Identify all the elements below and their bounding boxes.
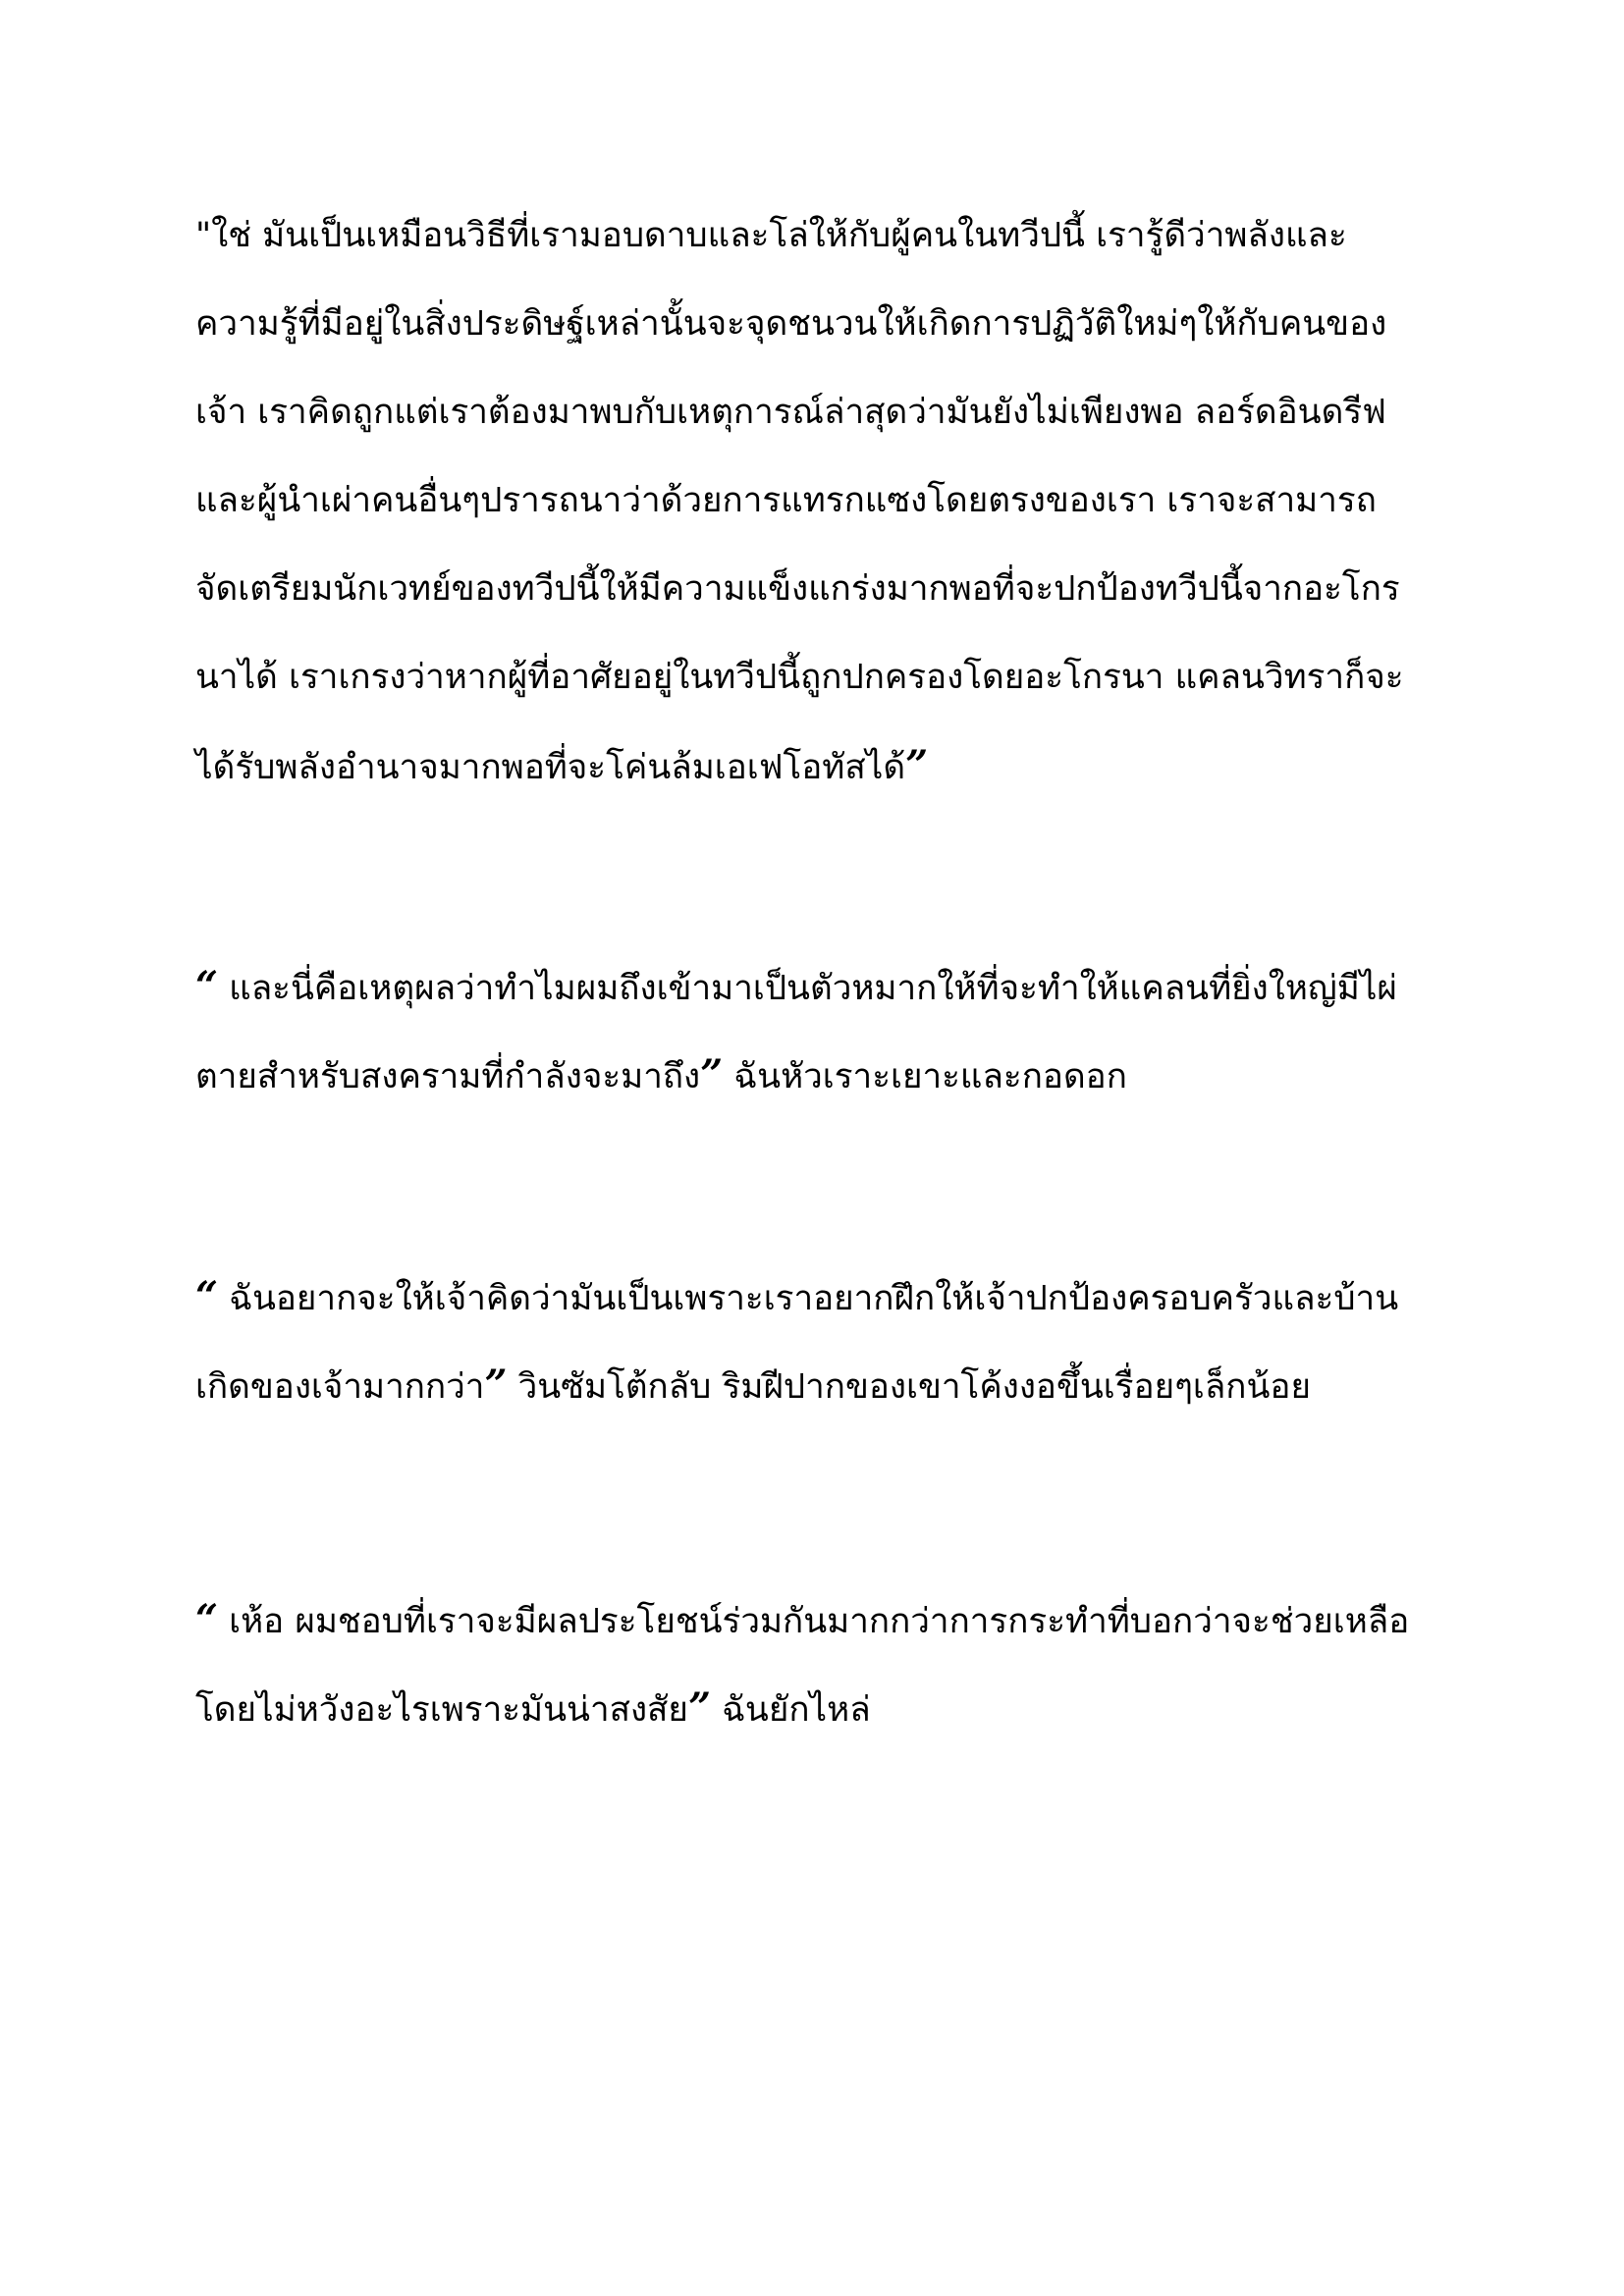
line-text: วินซัมโต้กลับ ริมฝีปากของเขาโค้งงอขึ้นเรื่อยๆเล็กน้อย — [507, 1367, 1311, 1407]
open-quote-mark: “ — [195, 1596, 219, 1642]
paragraph-line: เจ้า เราคิดถูกแต่เราต้องมาพบกับเหตุการณ์ล่าสุดว่ามันยังไม่เพียงพอ ลอร์ดอินดรีฟ — [195, 393, 1386, 432]
line-text: ฉันอยากจะให้เจ้าคิดว่ามันเป็นเพราะเราอยากฝึกให้เจ้าปกป้องครอบครัวและบ้าน — [218, 1279, 1399, 1318]
paragraph-line: นาได้ เราเกรงว่าหากผู้ที่อาศัยอยู่ในทวีปนี้ถูกปกครองโดยอะโกรนา แคลนวิทราก็จะ — [195, 658, 1404, 697]
line-text: และนี่คือเหตุผลว่าทำไมผมถึงเข้ามาเป็นตัวหมากให้ที่จะทำให้แคลนที่ยิ่งใหญ่มีไผ่ — [218, 969, 1397, 1008]
close-quote-mark: ” — [700, 1051, 724, 1097]
line-text: ได้รับพลังอำนาจมากพอที่จะโค่นล้มเอเฟโอทัสได้ — [195, 748, 906, 787]
paragraph-line — [195, 1575, 1442, 1664]
line-text: ตายสำหรับสงครามที่กำลังจะมาถึง — [195, 1057, 701, 1096]
open-quote-mark: “ — [195, 963, 219, 1009]
close-quote-mark: ” — [484, 1362, 508, 1408]
open-quote-mark: “ — [195, 1273, 219, 1319]
paragraph-line — [195, 1664, 1442, 1752]
line-text: โดยไม่หวังอะไรเพราะมันน่าสงสัย — [195, 1690, 688, 1730]
paragraph-line — [195, 1253, 1442, 1341]
line-text: เกิดของเจ้ามากกว่า — [195, 1367, 485, 1407]
paragraph-line — [195, 942, 1442, 1031]
paragraph-3 — [195, 1253, 1442, 1429]
paragraph-line — [195, 1341, 1442, 1429]
line-text: เห้อ ผมชอบที่เราจะมีผลประโยชน์ร่วมกันมากกว่าการกระทำที่บอกว่าจะช่วยเหลือ — [218, 1602, 1410, 1641]
paragraph-line: ความรู้ที่มีอยู่ในสิ่งประดิษฐ์เหล่านั้นจะจุดชนวนให้เกิดการปฏิวัติใหม่ๆให้กับคนของ — [195, 304, 1387, 344]
close-quote-mark: ” — [905, 742, 929, 788]
paragraph-4 — [195, 1575, 1442, 1752]
close-quote-mark: ” — [687, 1684, 711, 1731]
paragraph-line: และผู้นำเผ่าคนอื่นๆปรารถนาว่าด้วยการแทรกแซงโดยตรงของเรา เราจะสามารถ — [195, 481, 1377, 520]
paragraph-2 — [195, 942, 1442, 1119]
line-text: ฉันยักไหล่ — [710, 1690, 871, 1730]
paragraph-line: จัดเตรียมนักเวทย์ของทวีปนี้ให้มีความแข็งแกร่งมากพอที่จะปกป้องทวีปนี้จากอะโกร — [195, 569, 1400, 609]
paragraph-line-last — [195, 721, 1442, 810]
paragraph-1 — [195, 191, 1442, 810]
paragraph-line — [195, 1031, 1442, 1119]
line-text: ฉันหัวเราะเยาะและกอดอก — [723, 1057, 1127, 1096]
paragraph-line: "ใช่ มันเป็นเหมือนวิธีที่เรามอบดาบและโล่ให้กับผู้คนในทวีปนี้ เรารู้ดีว่าพลังและ — [195, 216, 1347, 255]
